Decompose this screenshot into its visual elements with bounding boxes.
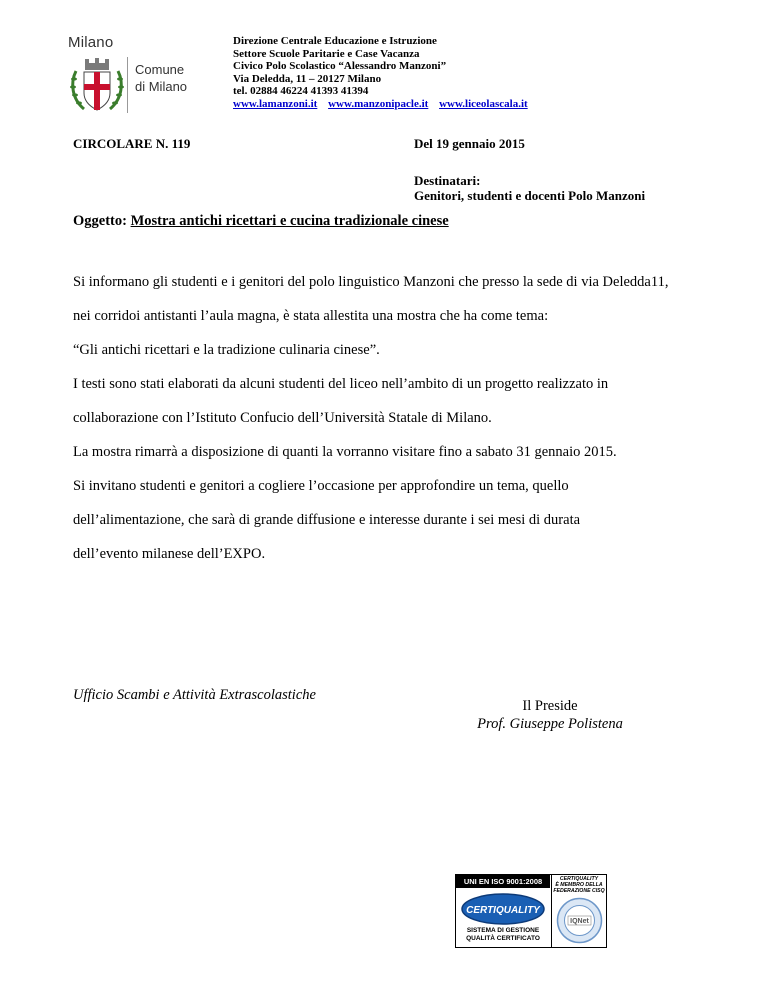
body-paragraph: Si informano gli studenti e i genitori del polo linguistico Manzoni che presso la sede di via Deledda11,: [73, 274, 669, 290]
institution-line: Direzione Centrale Educazione e Istruzione: [233, 35, 437, 47]
body-paragraph: “Gli antichi ricettari e la tradizione culinaria cinese”.: [73, 342, 380, 358]
destinatari-value: Genitori, studenti e docenti Polo Manzoni: [414, 188, 646, 203]
body-paragraph: La mostra rimarrà a disposizione di quanti la vorranno visitare fino a sabato 31 gennaio 2015.: [73, 444, 617, 460]
signature-name: Prof. Giuseppe Polistena: [477, 716, 623, 732]
institution-links: [233, 98, 536, 111]
iqnet-text: IQNet: [570, 918, 589, 925]
body-paragraph: collaborazione con l’Istituto Confucio dell’Università Statale di Milano.: [73, 410, 492, 426]
body-paragraph: nei corridoi antistanti l’aula magna, è stata allestita una mostra che ha come tema:: [73, 308, 549, 324]
certiquality-logo-icon: [460, 892, 546, 926]
subject-label: Oggetto:: [73, 213, 127, 229]
body-text: [73, 275, 733, 562]
link-liceolascala[interactable]: www.liceolascala.it: [439, 97, 528, 110]
logo-divider: [127, 57, 128, 113]
system-certified-text: [456, 927, 550, 943]
logo-city-label: Milano: [68, 34, 114, 51]
institution-line: Civico Polo Scolastico “Alessandro Manzoni”: [233, 60, 447, 72]
member-line1: CERTIQUALITY: [559, 876, 599, 882]
destinatari-block: [414, 173, 645, 203]
institution-line: Settore Scuole Paritarie e Case Vacanza: [233, 47, 420, 60]
logo-comune-line1: Comune: [135, 62, 185, 77]
cisq-seal-icon: [556, 897, 603, 944]
body-paragraph: dell’alimentazione, che sarà di grande diffusione e interesse durante i sei mesi di durata: [73, 512, 581, 528]
link-lamanzoni[interactable]: www.lamanzoni.it: [233, 97, 318, 110]
body-paragraph: Si invitano studenti e genitori a cogliere l’occasione per approfondire un tema, quello: [73, 478, 569, 494]
system-line2: QUALITÀ CERTIFICATO: [466, 935, 540, 942]
certification-badge: [455, 874, 607, 948]
circolare-date: Del 19 gennaio 2015: [414, 136, 525, 151]
signature-block: [470, 697, 630, 733]
office-name: Ufficio Scambi e Attività Extrascolastiche: [73, 687, 316, 703]
cisq-member-text: [553, 876, 605, 894]
circolare-number: CIRCOLARE N. 119: [73, 136, 191, 151]
signature-role: Il Preside: [522, 698, 578, 714]
iso-standard-label: UNI EN ISO 9001:2008: [456, 875, 550, 888]
logo-comune-line2: di Milano: [135, 79, 188, 94]
milano-crest-icon: [68, 57, 126, 115]
body-paragraph: I testi sono stati elaborati da alcuni studenti del liceo nell’ambito di un progetto realizzato in: [73, 376, 609, 392]
link-manzonipacle[interactable]: www.manzonipacle.it: [328, 97, 429, 110]
member-line2: È MEMBRO DELLA: [555, 882, 603, 888]
institution-header: [233, 35, 536, 110]
subject-text: Mostra antichi ricettari e cucina tradizionale cinese: [130, 213, 449, 229]
comune-di-milano-logo: [66, 34, 206, 112]
body-paragraph: dell’evento milanese dell’EXPO.: [73, 546, 266, 562]
institution-phone: tel. 02884 46224 41393 41394: [233, 85, 369, 97]
subject-line: [73, 213, 449, 230]
institution-address: Via Deledda, 11 – 20127 Milano: [233, 72, 382, 85]
logo-comune-text: [135, 61, 187, 95]
member-line3: FEDERAZIONE CISQ: [553, 888, 605, 894]
destinatari-label: Destinatari:: [414, 173, 481, 188]
certiquality-brand-text: CERTIQUALITY: [466, 905, 540, 916]
badge-divider: [551, 875, 552, 947]
system-line1: SISTEMA DI GESTIONE: [466, 927, 540, 934]
